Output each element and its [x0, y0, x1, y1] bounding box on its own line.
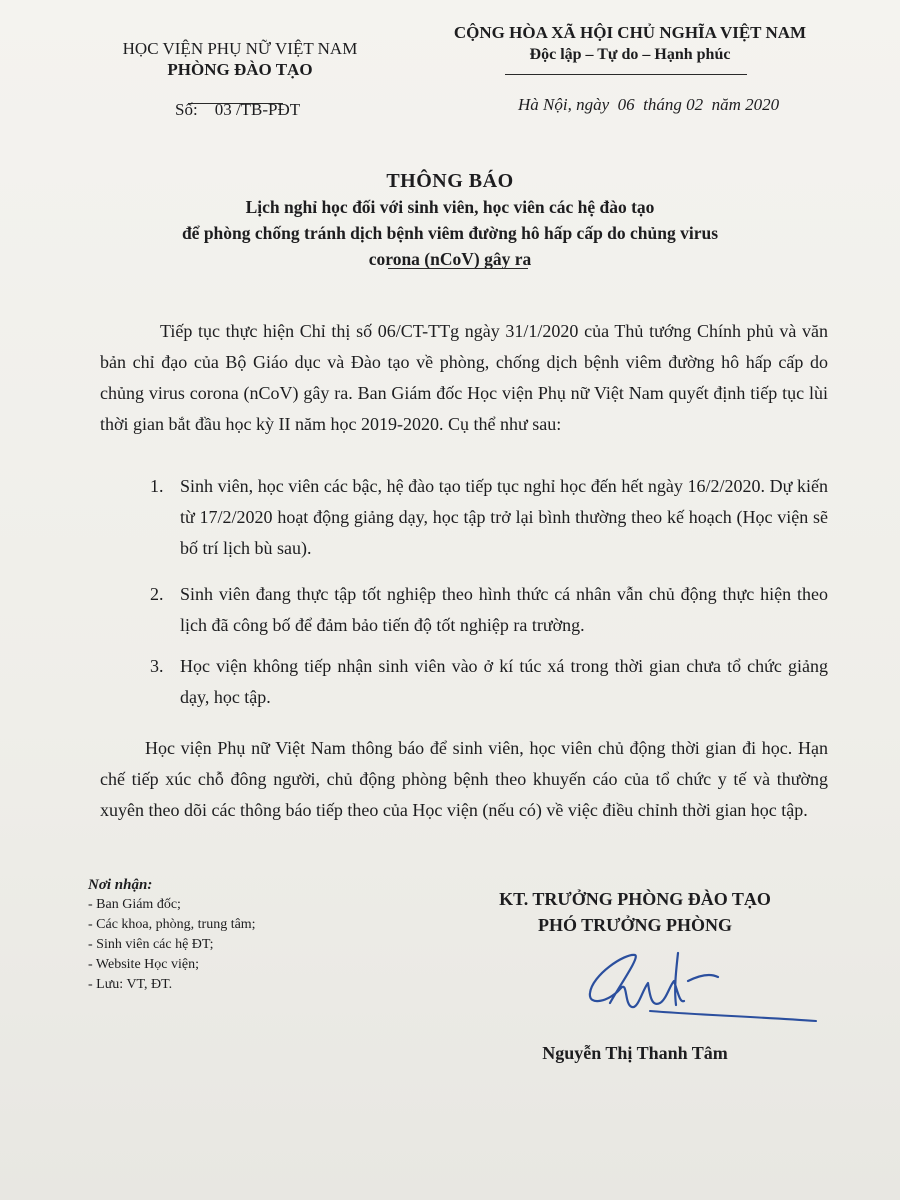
motto-underline [505, 74, 747, 75]
measures-list [150, 471, 828, 711]
national-motto: Độc lập – Tự do – Hạnh phúc [529, 46, 731, 63]
issuing-organization [95, 38, 385, 80]
title-underline [388, 268, 528, 269]
handwritten-signature [580, 945, 820, 1035]
recipients-block [88, 875, 256, 995]
org-name: HỌC VIỆN PHỤ NỮ VIỆT NAM [122, 39, 358, 58]
list-item-number: 1. [150, 476, 164, 496]
recipients-heading: Nơi nhận: [88, 877, 153, 893]
list-item [150, 651, 828, 713]
signature-block [430, 886, 840, 938]
signer-title-2: PHÓ TRƯỞNG PHÒNG [537, 915, 732, 935]
doc-number-value: 03 /TB-PĐT [214, 100, 301, 119]
recipient-item: - Các khoa, phòng, trung tâm; [88, 917, 256, 932]
list-item-text: Sinh viên, học viên các bậc, hệ đào tạo tiếp tục nghỉ học đến hết ngày 16/2/2020. Dự kiến từ 17/2/2020 hoạt động giảng dạy, học tập trở lại bình thường theo kế hoạch (Học viện sẽ bố trí lịch bù sau). [180, 476, 828, 558]
recipient-item: - Ban Giám đốc; [88, 897, 181, 912]
list-item-number: 3. [150, 656, 164, 676]
recipient-item: - Website Học viện; [88, 957, 199, 972]
signer-title-1: KT. TRƯỞNG PHÒNG ĐÀO TẠO [499, 889, 771, 909]
department-name: PHÒNG ĐÀO TẠO [167, 60, 313, 79]
recipients-list [88, 895, 256, 995]
notice-title-block [120, 170, 780, 271]
notice-subtitle-line-3: corona (nCoV) gây ra [368, 249, 532, 269]
country-name: CỘNG HÒA XÃ HỘI CHỦ NGHĨA VIỆT NAM [453, 23, 807, 42]
list-item-number: 2. [150, 584, 164, 604]
doc-number-label: Số: [175, 100, 198, 119]
closing-paragraph: Học viện Phụ nữ Việt Nam thông báo để sinh viên, học viên chủ động thời gian đi học. Hạn chế tiếp xúc chỗ đông người, chủ động phòng bệnh theo khuyến cáo của tổ chức y tế và thường xuyên theo dõi các thông báo tiếp theo của Học viện (nếu có) về việc điều chỉnh thời gian học tập. [100, 738, 828, 820]
national-header [415, 22, 845, 66]
document-number [175, 100, 300, 120]
list-item-text: Học viện không tiếp nhận sinh viên vào ở kí túc xá trong thời gian chưa tổ chức giảng dạy, học tập. [180, 656, 828, 707]
date-line: Hà Nội, ngày 06 tháng 02 năm 2020 [518, 95, 780, 114]
intro-paragraph: Tiếp tục thực hiện Chỉ thị số 06/CT-TTg ngày 31/1/2020 của Thủ tướng Chính phủ và văn bản chỉ đạo của Bộ Giáo dục và Đào tạo về phòng, chống dịch bệnh viêm đường hô hấp cấp do chủng virus corona (nCoV) gây ra. Ban Giám đốc Học viện Phụ nữ Việt Nam quyết định tiếp tục lùi thời gian bắt đầu học kỳ II năm học 2019-2020. Cụ thể như sau: [100, 321, 828, 434]
list-item [150, 579, 828, 641]
recipient-item: - Lưu: VT, ĐT. [88, 977, 173, 992]
recipient-item: - Sinh viên các hệ ĐT; [88, 937, 214, 952]
notice-subtitle-line-2: để phòng chống tránh dịch bệnh viêm đường hô hấp cấp do chủng virus [181, 223, 719, 243]
list-item [150, 471, 828, 564]
list-item-text: Sinh viên đang thực tập tốt nghiệp theo hình thức cá nhân vẫn chủ động thực hiện theo lịch đã công bố để đảm bảo tiến độ tốt nghiệp ra trường. [180, 584, 828, 635]
notice-subtitle-line-1: Lịch nghỉ học đối với sinh viên, học viên các hệ đào tạo [245, 197, 655, 217]
notice-title: THÔNG BÁO [386, 170, 514, 192]
signer-name: Nguyễn Thị Thanh Tâm [542, 1043, 728, 1063]
